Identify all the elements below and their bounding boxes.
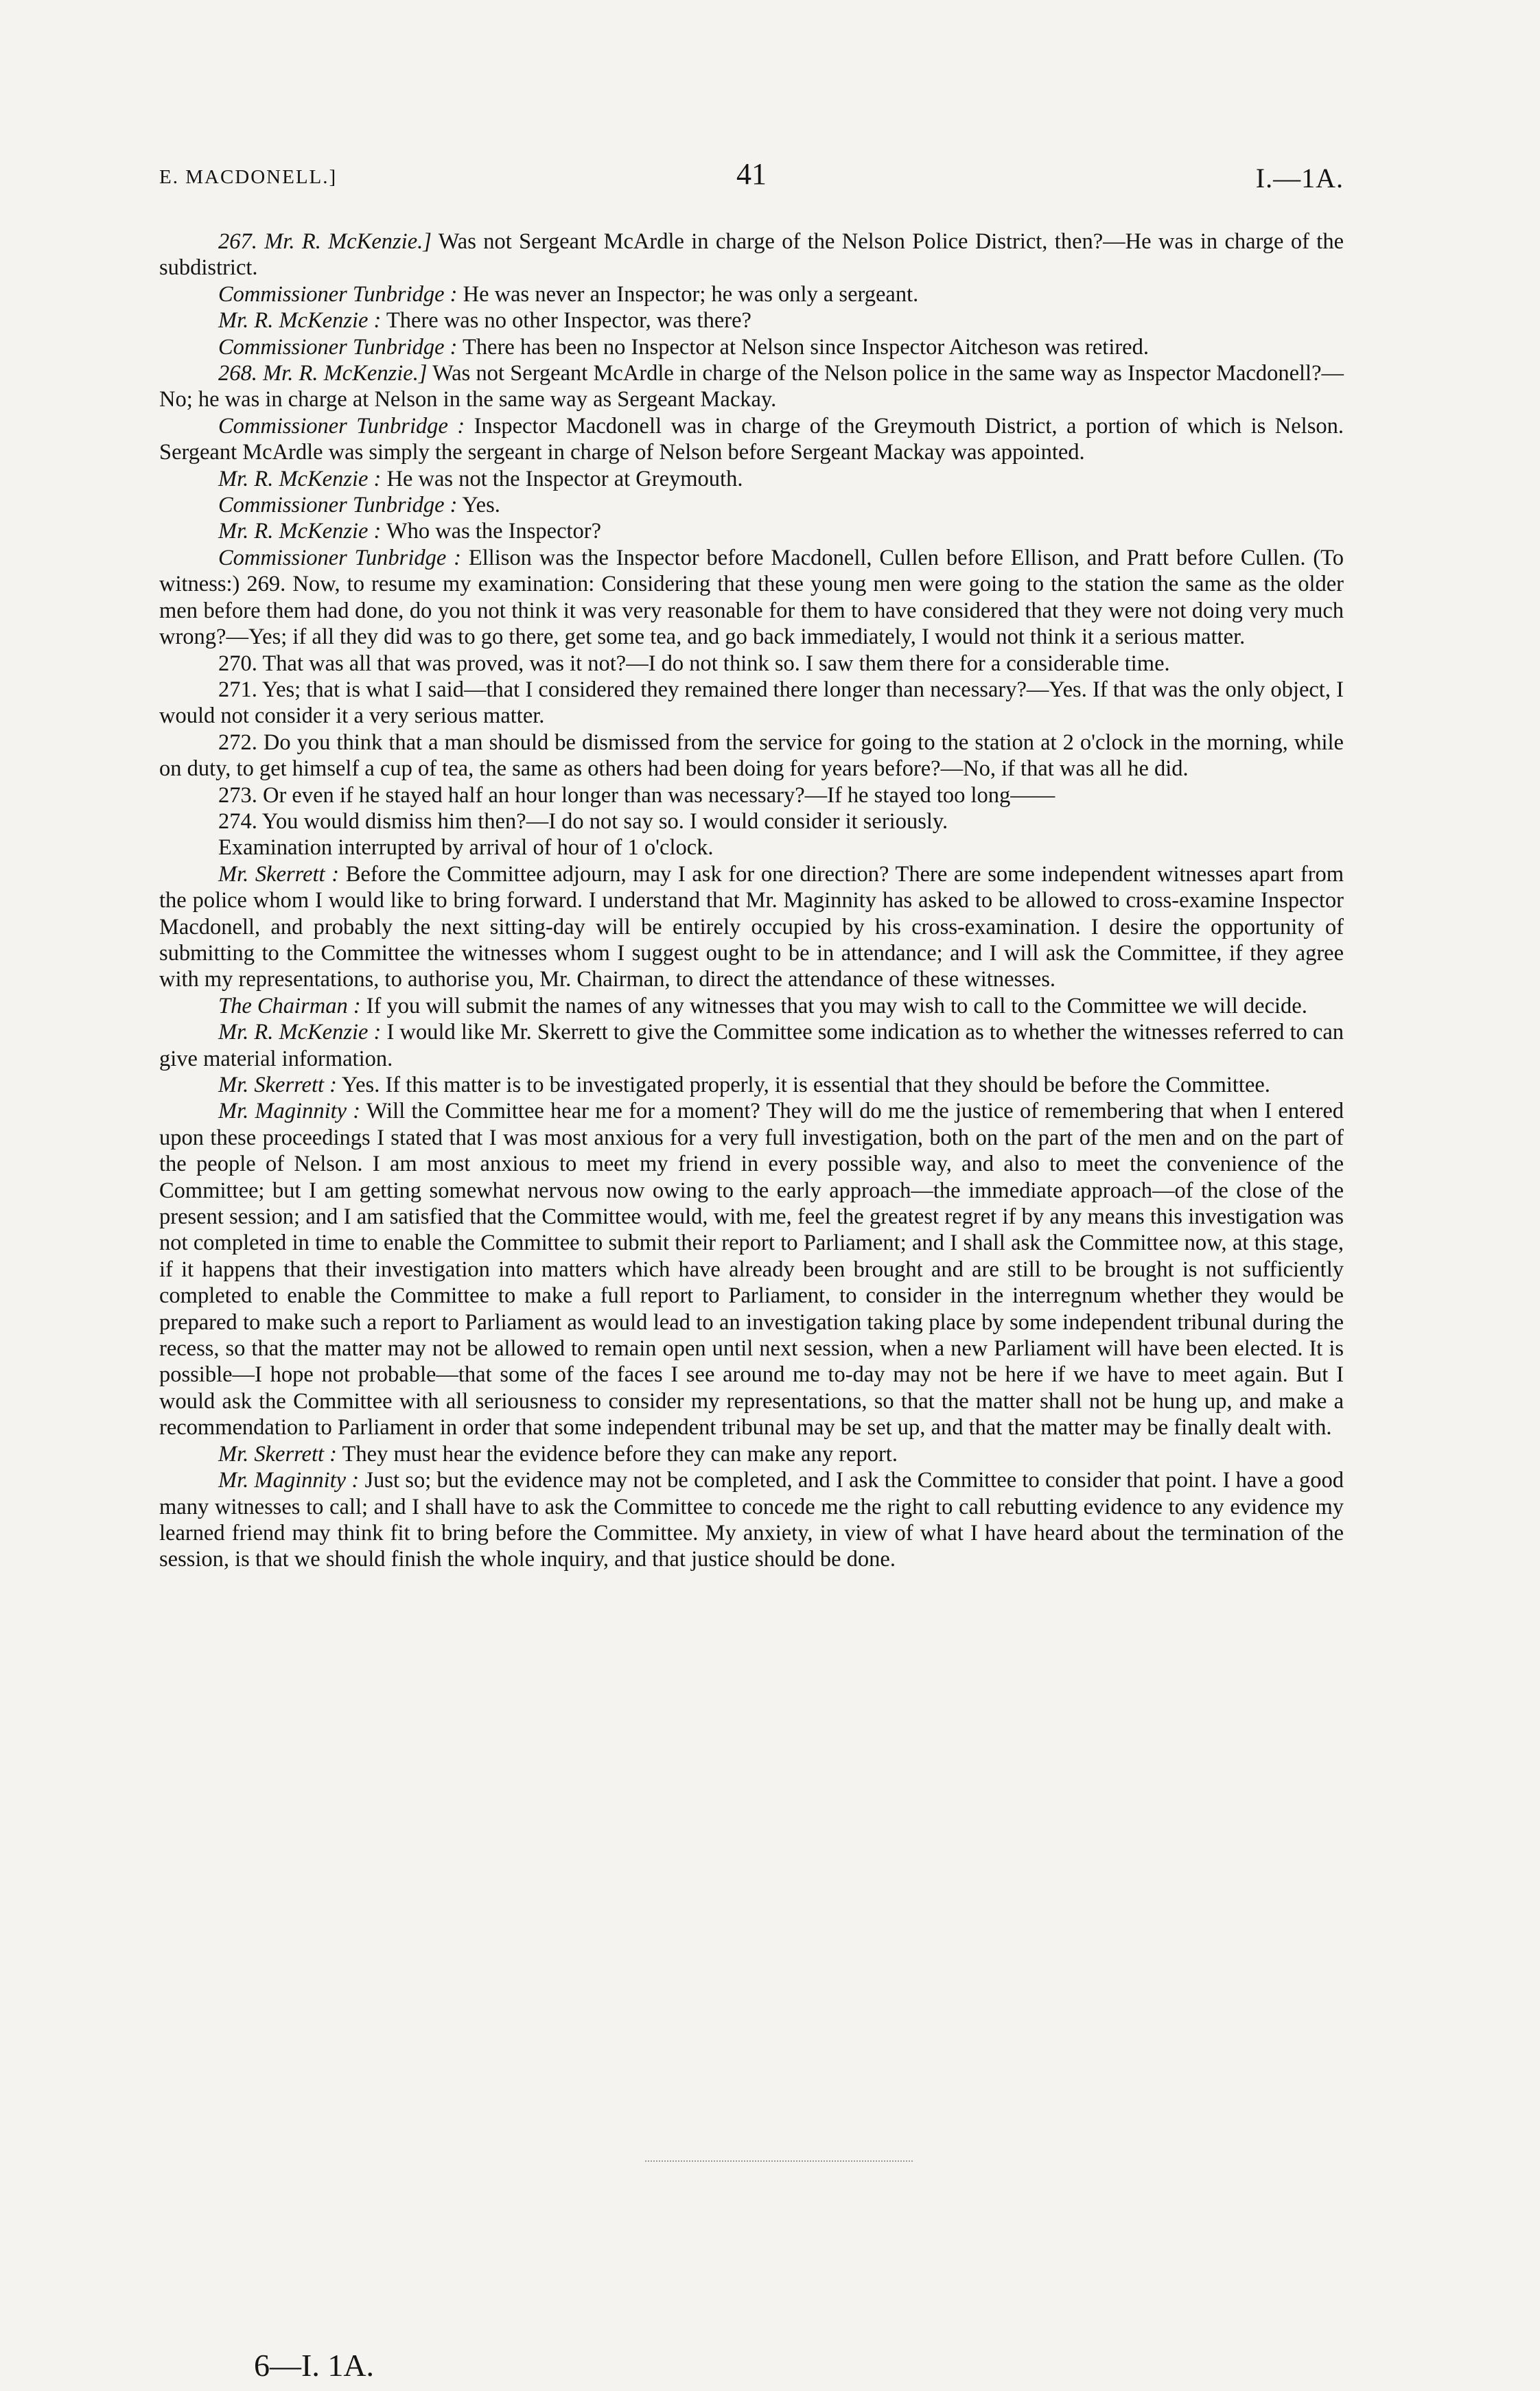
paragraph-text: Examination interrupted by arrival of hour of 1 o'clock. [218, 835, 714, 861]
speaker-label: Mr. Skerrett : [218, 1441, 337, 1467]
paragraph [159, 1098, 1344, 1441]
paragraph [159, 730, 1344, 782]
speaker-label: Commissioner Tunbridge : [218, 281, 458, 307]
speaker-label: Commissioner Tunbridge : [218, 545, 461, 570]
paragraph-text: Was not Sergeant McArdle in charge of the Nelson Police District, then?—He was in charge of the subdistrict. [159, 229, 1344, 281]
paragraph [159, 835, 1344, 861]
paragraph [159, 360, 1344, 413]
paragraph-text: Just so; but the evidence may not be completed, and I ask the Committee to consider that point. I have a good many witnesses to call; and I shall have to ask the Committee to concede me the right to call rebutting evidence to any evidence my learned friend may think fit to bring before the Committee. My anxiety, in view of what I have heard about the termination of the session, is that we should finish the whole inquiry, and that justice should be done. [159, 1468, 1344, 1572]
paragraph [159, 466, 1344, 492]
paragraph-text: There has been no Inspector at Nelson since Inspector Aitcheson was retired. [457, 334, 1149, 360]
paragraph [159, 1441, 1344, 1467]
paragraph-text: Inspector Macdonell was in charge of the Greymouth District, a portion of which is Nelson. Sergeant McArdle was simply the sergeant in charge of Nelson before Sergeant Mackay was appointed. [159, 413, 1344, 465]
paragraph-text: They must hear the evidence before they can make any report. [337, 1441, 898, 1467]
speaker-label: Mr. R. McKenzie : [218, 1020, 382, 1045]
page-number: 41 [736, 157, 767, 191]
paragraph [159, 281, 1344, 307]
paragraph-text: Yes. If this matter is to be investigated properly, it is essential that they should be before the Committee. [337, 1073, 1270, 1097]
speaker-label: Mr. Skerrett : [218, 1073, 337, 1097]
speaker-label: Mr. R. McKenzie : [218, 519, 382, 544]
speaker-label: Commissioner Tunbridge : [218, 413, 465, 439]
paragraph-text: 270. That was all that was proved, was it not?—I do not think so. I saw them there for a considerable time. [218, 651, 1170, 676]
paragraph [159, 545, 1344, 651]
speaker-label: The Chairman : [218, 993, 361, 1018]
paragraph-text: Ellison was the Inspector before Macdonell, Cullen before Ellison, and Pratt before Cullen. (To witness:) 269. Now, to resume my examination: Considering that these young men were going to the station the same as the older men before them had done, do you not think it was very reasonable for them to have considered that they were not doing very much wrong?—Yes; if all they did was to go there, get some tea, and go back immediately, I would not think it a serious matter. [159, 545, 1344, 650]
paragraph [159, 492, 1344, 518]
paragraph-text: 271. Yes; that is what I said—that I considered they remained there longer than necessary?—Yes. If that was the only object, I would not consider it a very serious matter. [159, 677, 1344, 729]
paragraph [159, 993, 1344, 1019]
paragraph-text: 273. Or even if he stayed half an hour longer than was necessary?—If he stayed too long—— [218, 782, 1055, 808]
paragraph-text: Before the Committee adjourn, may I ask for one direction? There are some independent witnesses apart from the police whom I would like to bring forward. I understand that Mr. Maginnity has asked to be allowed to cross-examine Inspector Macdonell, and probably the next sitting-day will be entirely occupied by his cross-examination. I desire the opportunity of submitting to the Committee the witnesses whom I suggest ought to be in attendance; and I will ask the Committee, if they agree with my representations, to authorise you, Mr. Chairman, to direct the attendance of these witnesses. [159, 861, 1344, 992]
paragraph-text: 274. You would dismiss him then?—I do not say so. I would consider it seriously. [218, 808, 948, 834]
paragraph-text: Will the Committee hear me for a moment? They will do me the justice of remembering that when I entered upon these proceedings I stated that I was most anxious for a very full investigation, both on the part of the men and on the part of the people of Nelson. I am most anxious to meet my friend in every possible way, and also to meet the convenience of the Committee; but I am getting somewhat nervous now owing to the early approach—the immediate approach—of the close of the present session; and I am satisfied that the Committee would, with me, feel the greatest regret if by any means this investigation was not completed in time to enable the Committee to submit their report to Parliament; and I shall ask the Committee now, at this stage, if it happens that their investigation into matters which have already been brought and are still to be brought is not sufficiently completed to enable the Committee to make a full report to Parliament, to consider in the interregnum whether they would be prepared to make such a report to Parliament as would lead to an investigation taking place by some independent tribunal during the recess, so that the matter may not be allowed to remain open until next session, when a new Parliament will have been elected. It is possible—I hope not probable—that some of the faces I see around me to-day may not be here if we have to meet again. But I would ask the Committee with all seriousness to consider my representations, so that the matter shall not be hung up, and make a recommendation to Parliament in order that some independent tribunal may be set up, and that the matter may be finally dealt with. [159, 1099, 1344, 1441]
paragraph [159, 1467, 1344, 1573]
speaker-label: Mr. Maginnity : [218, 1099, 361, 1124]
paragraph-text: I would like Mr. Skerrett to give the Committee some indication as to whether the witnesses referred to can give material information. [159, 1020, 1344, 1071]
paragraph-text: If you will submit the names of any witnesses that you may wish to call to the Committee we will decide. [360, 993, 1307, 1018]
paragraph [159, 229, 1344, 281]
paragraph-text: Was not Sergeant McArdle in charge of the Nelson police in the same way as Inspector Macdonell?—No; he was in charge at Nelson in the same way as Sergeant Mackay. [159, 361, 1344, 412]
body-text [159, 229, 1344, 1573]
paragraph [159, 1072, 1344, 1098]
speaker-label: Mr. Skerrett : [218, 861, 340, 887]
paragraph-text: There was no other Inspector, was there? [381, 308, 751, 334]
paragraph-text: Who was the Inspector? [381, 519, 602, 544]
paragraph [159, 334, 1344, 360]
document-reference: I.—1A. [1255, 163, 1344, 194]
paragraph [159, 518, 1344, 544]
speaker-label: Mr. Maginnity : [218, 1468, 360, 1493]
speaker-label: 267. Mr. R. McKenzie.] [218, 229, 432, 254]
speaker-label: Mr. R. McKenzie : [218, 466, 382, 491]
page-header [159, 156, 1344, 198]
signature-mark: 6—I. 1A. [254, 2348, 375, 2383]
section-divider [645, 2160, 913, 2162]
paragraph [159, 782, 1344, 808]
paragraph-text: He was not the Inspector at Greymouth. [381, 466, 743, 491]
speaker-label: Mr. R. McKenzie : [218, 308, 382, 334]
speaker-label: Commissioner Tunbridge : [218, 334, 458, 360]
speaker-label: 268. Mr. R. McKenzie.] [218, 361, 428, 386]
header-witness-name: E. MACDONELL.] [159, 166, 338, 188]
paragraph [159, 651, 1344, 677]
paragraph-text: 272. Do you think that a man should be dismissed from the service for going to the station at 2 o'clock in the morning, while on duty, to get himself a cup of tea, the same as others had been doing for years before?—No, if that was all he did. [159, 730, 1344, 782]
paragraph-text: He was never an Inspector; he was only a sergeant. [457, 281, 919, 307]
paragraph [159, 413, 1344, 466]
paragraph [159, 861, 1344, 993]
paragraph-text: Yes. [457, 493, 500, 518]
paragraph [159, 808, 1344, 835]
speaker-label: Commissioner Tunbridge : [218, 493, 458, 518]
paragraph [159, 307, 1344, 334]
paragraph [159, 677, 1344, 730]
paragraph [159, 1019, 1344, 1072]
